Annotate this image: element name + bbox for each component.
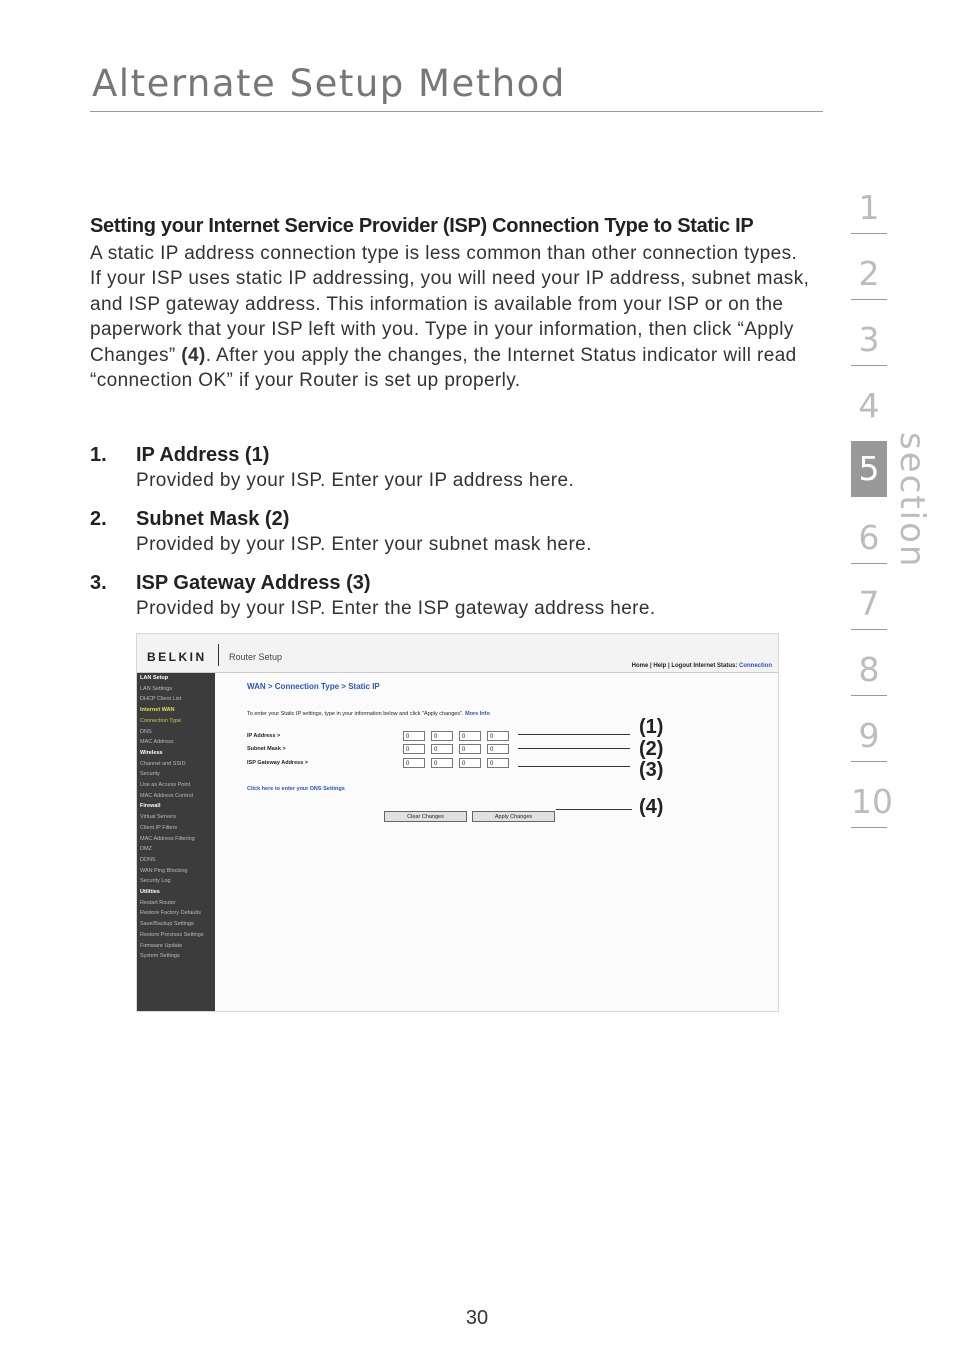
router-nav-item[interactable]: MAC Address Filtering <box>140 835 195 842</box>
router-sidebar <box>137 673 215 1011</box>
router-nav-item[interactable]: Save/Backup Settings <box>140 921 194 928</box>
title-rule <box>90 111 823 112</box>
page-number: 30 <box>465 1307 489 1329</box>
section-divider <box>851 563 887 564</box>
list-number: 2. <box>90 508 107 530</box>
subnet-mask-octet-4[interactable]: 0 <box>487 744 509 754</box>
router-nav-item[interactable]: LAN Settings <box>140 685 173 692</box>
router-nav-item[interactable]: DMZ <box>140 846 152 853</box>
section-tab-3[interactable]: 3 <box>858 320 880 359</box>
section-tab-5-active[interactable]: 5 <box>851 441 887 497</box>
apply-changes-button[interactable]: Apply Changes <box>472 811 555 822</box>
section-heading: Setting your Internet Service Provider (ISP) Connection Type to Static IP <box>90 215 754 237</box>
list-item-desc: Provided by your ISP. Enter the ISP gateway address here. <box>136 598 656 619</box>
subnet-mask-label: Subnet Mask > <box>247 746 286 752</box>
router-nav-item[interactable]: Internet WAN <box>140 707 175 714</box>
gateway-octet-2[interactable]: 0 <box>431 758 453 768</box>
paragraph-text-2: . After you apply the changes, the Internet Status indicator will read “connection OK” if your Router is set up properly. <box>90 344 797 392</box>
callout-line-3 <box>518 766 630 767</box>
router-nav-item[interactable]: System Settings <box>140 953 180 960</box>
router-nav-item[interactable]: Wireless <box>140 749 163 756</box>
logo-divider <box>218 644 219 666</box>
intro-sentence: To enter your Static IP settings, type in your information below and click "Apply changes". <box>247 711 466 717</box>
callout-2: (2) <box>639 738 664 760</box>
subnet-mask-octet-2[interactable]: 0 <box>431 744 453 754</box>
section-tab-2[interactable]: 2 <box>858 254 880 293</box>
section-tab-9[interactable]: 9 <box>858 716 880 755</box>
section-divider <box>851 365 887 366</box>
router-nav-item[interactable]: Client IP Filters <box>140 824 178 831</box>
list-item-desc: Provided by your ISP. Enter your subnet mask here. <box>136 534 592 555</box>
belkin-logo: BELKIN <box>147 650 207 664</box>
list-item-title: Subnet Mask (2) <box>136 508 290 530</box>
router-nav-item[interactable]: Restore Previous Settings <box>140 931 204 938</box>
section-tab-6[interactable]: 6 <box>858 518 880 557</box>
section-tab-8[interactable]: 8 <box>858 650 880 689</box>
callout-line-4 <box>556 809 632 810</box>
section-divider <box>851 233 887 234</box>
gateway-label: ISP Gateway Address > <box>247 760 308 766</box>
router-nav-item[interactable]: MAC Address <box>140 739 174 746</box>
router-nav-item[interactable]: Channel and SSID <box>140 760 186 767</box>
callout-line-1 <box>518 734 630 735</box>
section-label: section <box>892 432 932 569</box>
internet-status: Connection <box>739 663 772 669</box>
section-divider <box>851 299 887 300</box>
section-tab-10[interactable]: 10 <box>851 782 893 821</box>
clear-changes-button[interactable]: Clear Changes <box>384 811 467 822</box>
paragraph-bold-ref: (4) <box>181 344 206 366</box>
top-links-text[interactable]: Home | Help | Logout Internet Status: <box>631 663 739 669</box>
router-screenshot <box>136 633 779 1012</box>
list-item-title: ISP Gateway Address (3) <box>136 572 371 594</box>
intro-text <box>247 711 490 717</box>
gateway-octet-1[interactable]: 0 <box>403 758 425 768</box>
gateway-octet-3[interactable]: 0 <box>459 758 481 768</box>
section-tab-7[interactable]: 7 <box>858 584 880 623</box>
ip-address-octet-3[interactable]: 0 <box>459 731 481 741</box>
ip-address-octet-2[interactable]: 0 <box>431 731 453 741</box>
list-item-title: IP Address (1) <box>136 444 270 466</box>
callout-line-2 <box>518 748 630 749</box>
router-setup-title: Router Setup <box>229 652 283 662</box>
body-paragraph <box>90 241 810 393</box>
breadcrumb: WAN > Connection Type > Static IP <box>247 682 380 691</box>
router-nav-item[interactable]: Security <box>140 771 160 778</box>
router-nav-item[interactable]: WAN Ping Blocking <box>140 867 188 874</box>
router-nav-item[interactable]: Connection Type <box>140 717 182 724</box>
page-title: Alternate Setup Method <box>92 62 566 105</box>
section-divider <box>851 761 887 762</box>
router-nav-item[interactable]: Utilities <box>140 889 160 895</box>
list-number: 1. <box>90 444 107 466</box>
paragraph-text-1: A static IP address connection type is less common than other connection types. If your ISP uses static IP addressing, you will need your IP address, subnet mask, and ISP gateway address. This information is available from your ISP or on the paperwork that your ISP left with you. Type in your information, then click “Apply Changes” <box>90 243 810 366</box>
router-header <box>137 634 778 673</box>
router-nav-item[interactable]: Firewall <box>140 803 161 810</box>
dns-settings-link[interactable]: Click here to enter your DNS Settings <box>247 786 345 792</box>
ip-address-label: IP Address > <box>247 733 281 739</box>
gateway-octet-4[interactable]: 0 <box>487 758 509 768</box>
router-nav-item[interactable]: DHCP Client List <box>140 696 182 703</box>
more-info-link[interactable]: More Info <box>465 711 490 717</box>
section-divider <box>851 695 887 696</box>
section-tab-1[interactable]: 1 <box>858 188 880 227</box>
subnet-mask-octet-1[interactable]: 0 <box>403 744 425 754</box>
router-nav-item[interactable]: Virtual Servers <box>140 814 176 821</box>
top-links[interactable] <box>632 663 772 669</box>
router-nav-item[interactable]: Firmware Update <box>140 942 183 949</box>
ip-address-octet-4[interactable]: 0 <box>487 731 509 741</box>
callout-3: (3) <box>639 759 664 781</box>
router-nav-item[interactable]: DNS <box>140 728 152 735</box>
router-nav-item[interactable]: MAC Address Control <box>140 792 193 799</box>
section-divider <box>851 827 887 828</box>
subnet-mask-octet-3[interactable]: 0 <box>459 744 481 754</box>
router-nav-item[interactable]: Restart Router <box>140 899 176 906</box>
list-number: 3. <box>90 572 107 594</box>
router-nav-item[interactable]: Security Log <box>140 878 171 885</box>
router-nav-item[interactable]: Restore Factory Defaults <box>140 910 201 917</box>
ip-address-octet-1[interactable]: 0 <box>403 731 425 741</box>
router-nav-item[interactable]: LAN Setup <box>140 675 169 681</box>
callout-4: (4) <box>639 796 664 818</box>
callout-1: (1) <box>639 716 664 738</box>
section-tab-4[interactable]: 4 <box>858 386 880 425</box>
router-nav-item[interactable]: DDNS <box>140 856 156 863</box>
list-item-desc: Provided by your ISP. Enter your IP address here. <box>136 470 575 491</box>
router-nav-item[interactable]: Use as Access Point <box>140 782 191 788</box>
section-divider <box>851 629 887 630</box>
